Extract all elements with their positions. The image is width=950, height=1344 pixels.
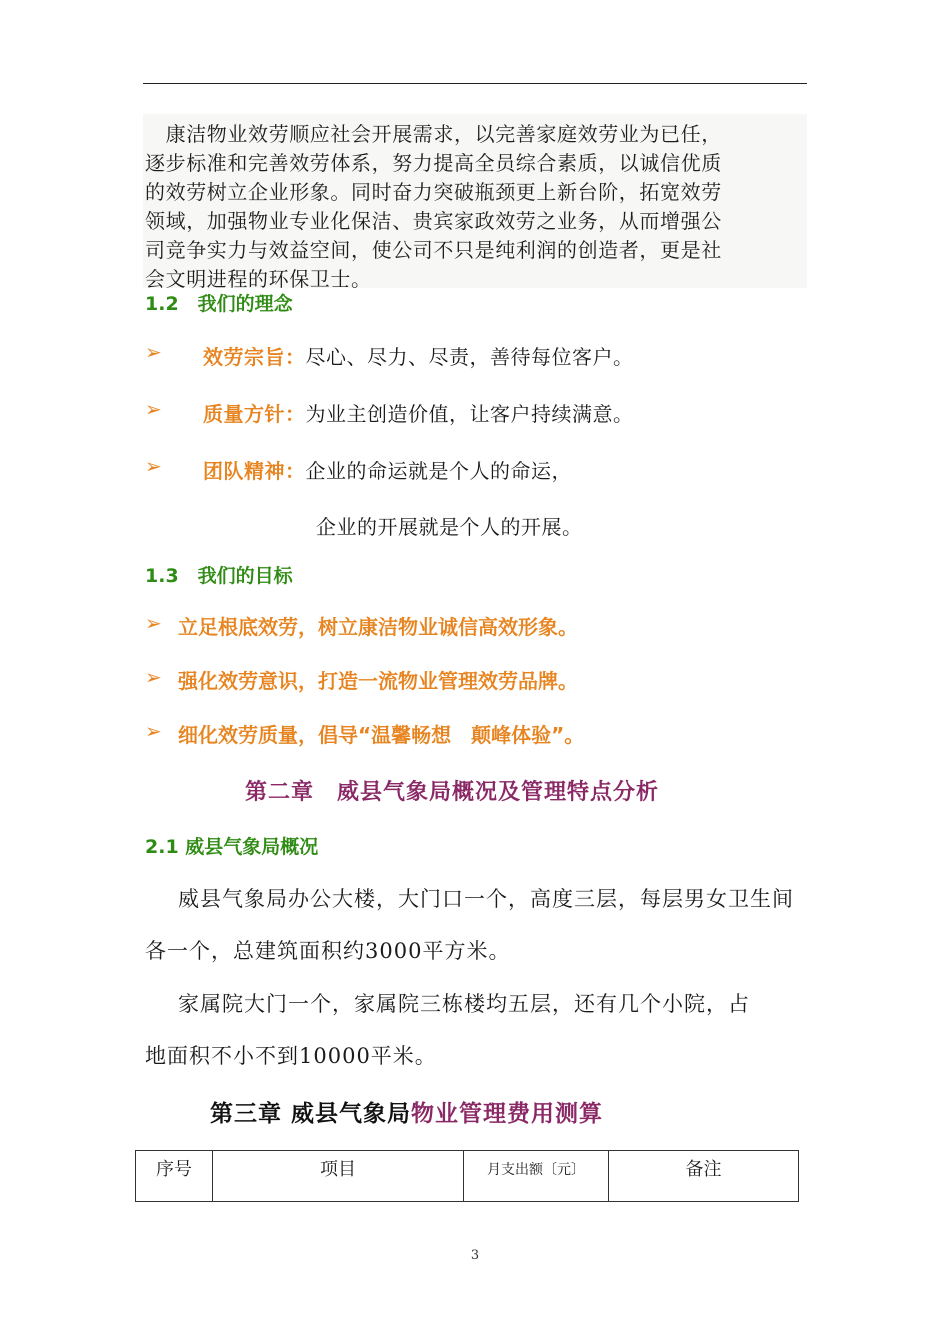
section-2-1-heading: 2.1 威县气象局概况 <box>145 836 319 858</box>
philosophy-text: 尽心、尽力、尽责，善待每位客户。 <box>305 345 634 369</box>
chapter-2-title: 第二章 威县气象局概况及管理特点分析 <box>245 780 660 805</box>
overview-paragraph-1-line-1: 威县气象局办公大楼，大门口一个，高度三层，每层男女卫生间 <box>178 887 794 911</box>
table-header-cell: 序号 <box>136 1151 213 1202</box>
intro-line-3: 的效劳树立企业形象。同时奋力突破瓶颈更上新台阶，拓宽效劳 <box>145 180 722 204</box>
chapter-3-title-highlight: 物业管理费用测算 <box>411 1101 604 1127</box>
bullet-arrow-icon: ➢ <box>145 340 162 364</box>
page-number: 3 <box>470 1248 480 1263</box>
philosophy-text: 企业的命运就是个人的命运， <box>305 459 572 483</box>
header-rule <box>143 83 807 84</box>
intro-line-1: 康洁物业效劳顺应社会开展需求，以完善家庭效劳业为已任， <box>145 122 722 146</box>
table-header-cell: 备注 <box>609 1151 799 1202</box>
philosophy-label: 团队精神： <box>203 459 306 483</box>
philosophy-text: 为业主创造价值，让客户持续满意。 <box>305 402 634 426</box>
philosophy-item-2 <box>203 398 634 427</box>
intro-line-2: 逐步标准和完善效劳体系，努力提高全员综合素质，以诚信优质 <box>145 151 722 175</box>
goal-item-2: 强化效劳意识，打造一流物业管理效劳品牌。 <box>178 669 578 693</box>
cost-table <box>135 1150 799 1202</box>
goal-item-3: 细化效劳质量，倡导“温馨畅想 颠峰体验”。 <box>178 723 585 747</box>
overview-paragraph-2-line-2: 地面积不小不到10000平米。 <box>145 1044 437 1068</box>
overview-paragraph-2-line-1: 家属院大门一个，家属院三栋楼均五层，还有几个小院，占 <box>178 992 750 1016</box>
chapter-3-title-main: 第三章 威县气象局 <box>210 1101 412 1127</box>
bullet-arrow-icon: ➢ <box>145 611 162 635</box>
table-header-row <box>136 1151 799 1202</box>
overview-paragraph-1-line-2: 各一个，总建筑面积约3000平方米。 <box>145 939 511 963</box>
section-1-3-heading: 1.3 我们的目标 <box>145 565 293 587</box>
intro-line-5: 司竞争实力与效益空间，使公司不只是纯利润的创造者，更是社 <box>145 238 722 262</box>
philosophy-label: 质量方针： <box>203 402 306 426</box>
table-header-cell: 月支出额〔元〕 <box>464 1151 609 1202</box>
intro-line-4: 领域，加强物业专业化保洁、贵宾家政效劳之业务，从而增强公 <box>145 209 722 233</box>
philosophy-item-1 <box>203 341 634 370</box>
philosophy-label: 效劳宗旨： <box>203 345 306 369</box>
bullet-arrow-icon: ➢ <box>145 397 162 421</box>
chapter-3-title <box>210 1095 603 1128</box>
table-header-cell: 项目 <box>213 1151 464 1202</box>
bullet-arrow-icon: ➢ <box>145 454 162 478</box>
philosophy-item-3 <box>203 455 572 484</box>
intro-line-6: 会文明进程的环保卫士。 <box>145 267 372 291</box>
bullet-arrow-icon: ➢ <box>145 719 162 743</box>
philosophy-continuation: 企业的开展就是个人的开展。 <box>316 515 583 539</box>
goal-item-1: 立足根底效劳，树立康洁物业诚信高效形象。 <box>178 615 578 639</box>
section-1-2-heading: 1.2 我们的理念 <box>145 293 293 315</box>
bullet-arrow-icon: ➢ <box>145 665 162 689</box>
